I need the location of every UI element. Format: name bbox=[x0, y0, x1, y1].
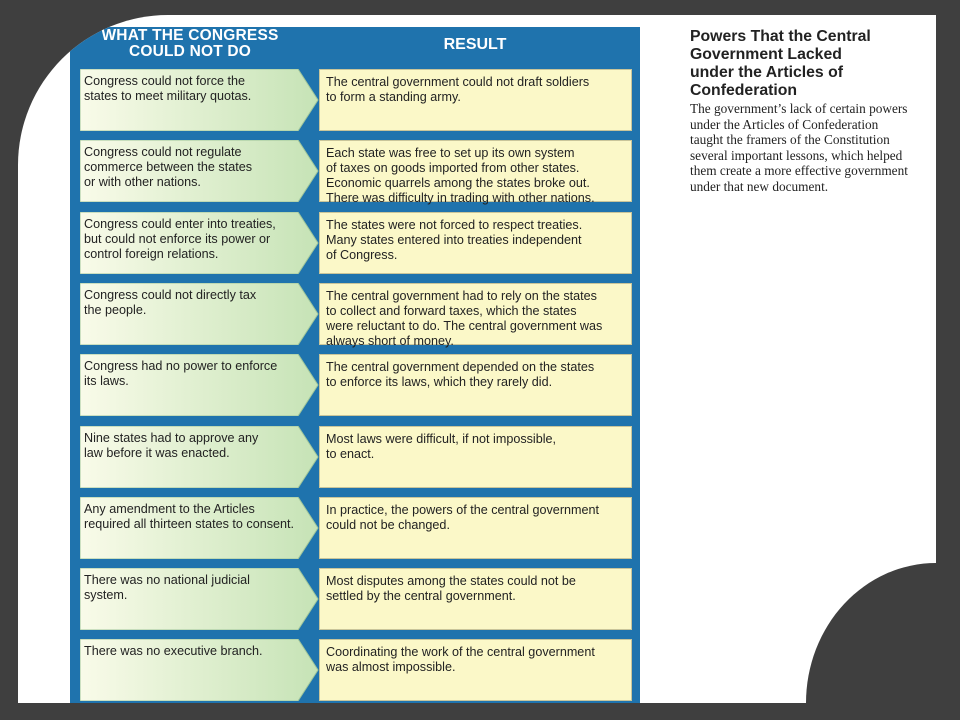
slide-corner bbox=[806, 563, 936, 703]
slide bbox=[18, 15, 936, 703]
problem-arrow bbox=[80, 354, 300, 416]
problem-text: Congress could enter into treaties, but could not enforce its power or control foreign relations. bbox=[84, 216, 276, 261]
table-row bbox=[70, 639, 640, 701]
problem-arrow bbox=[80, 568, 300, 630]
table-row bbox=[70, 497, 640, 559]
problem-arrow bbox=[80, 426, 300, 488]
problem-arrow bbox=[80, 140, 300, 202]
result-text: Coordinating the work of the central government was almost impossible. bbox=[326, 645, 595, 675]
result-cell bbox=[319, 639, 632, 701]
result-text: The central government could not draft soldiers to form a standing army. bbox=[326, 75, 590, 104]
comparison-table bbox=[70, 27, 640, 703]
problem-arrow bbox=[80, 283, 300, 345]
result-cell bbox=[319, 426, 632, 488]
problem-arrow bbox=[80, 497, 300, 559]
result-cell bbox=[319, 497, 632, 559]
problem-text: Congress could not regulate commerce between the states or with other nations. bbox=[84, 145, 252, 190]
caption-body: The government’s lack of certain powers under the Articles of Confederation taught the framers of the Constitution several important lessons, which helped them create a more effective government under that new document. bbox=[690, 101, 908, 194]
result-text: The states were not forced to respect treaties. Many states entered into treaties independent of Congress. bbox=[326, 217, 583, 262]
result-text: The central government depended on the states to enforce its laws, which they rarely did. bbox=[326, 360, 595, 390]
table-row bbox=[70, 140, 640, 206]
result-cell bbox=[319, 69, 632, 131]
table-row bbox=[70, 69, 640, 131]
table-row bbox=[70, 212, 640, 274]
result-text: In practice, the powers of the central government could not be changed. bbox=[326, 502, 600, 532]
caption bbox=[690, 28, 930, 194]
result-text: Most disputes among the states could not be settled by the central government. bbox=[326, 574, 576, 604]
problem-text: There was no national judicial system. bbox=[84, 573, 250, 603]
result-cell bbox=[319, 212, 632, 274]
problem-text: Nine states had to approve any law before it was enacted. bbox=[84, 430, 259, 460]
header-result: RESULT bbox=[443, 36, 507, 53]
result-cell bbox=[319, 140, 632, 206]
problem-text: Any amendment to the Articles required all thirteen states to consent. bbox=[84, 501, 295, 531]
problem-text: Congress could not force the states to meet military quotas. bbox=[84, 74, 252, 103]
problem-arrow bbox=[80, 639, 300, 701]
result-text: Each state was free to set up its own system of taxes on goods imported from other states. Economic quarrels among the states broke out. There was difficulty in trading with other nations. bbox=[326, 146, 595, 206]
result-text: The central government had to rely on the states to collect and forward taxes, which the states were reluctant to do. The central government was always short of money. bbox=[326, 288, 603, 348]
problem-text: Congress had no power to enforce its laws. bbox=[84, 359, 278, 389]
problem-arrow bbox=[80, 212, 300, 274]
result-text: Most laws were difficult, if not impossible, to enact. bbox=[326, 431, 557, 461]
problem-text: Congress could not directly tax the people. bbox=[84, 287, 257, 317]
problem-text: There was no executive branch. bbox=[84, 644, 263, 659]
table-row bbox=[70, 426, 640, 488]
result-cell bbox=[319, 568, 632, 630]
table-row bbox=[70, 354, 640, 416]
table-row bbox=[70, 568, 640, 630]
header-what-congress-could-not-do: WHAT THE CONGRESS COULD NOT DO bbox=[101, 27, 279, 60]
table-row bbox=[70, 283, 640, 348]
caption-title: Powers That the Central Government Lacked under the Articles of Confederation bbox=[690, 28, 871, 99]
result-cell bbox=[319, 354, 632, 416]
result-cell bbox=[319, 283, 632, 348]
problem-arrow bbox=[80, 69, 300, 131]
